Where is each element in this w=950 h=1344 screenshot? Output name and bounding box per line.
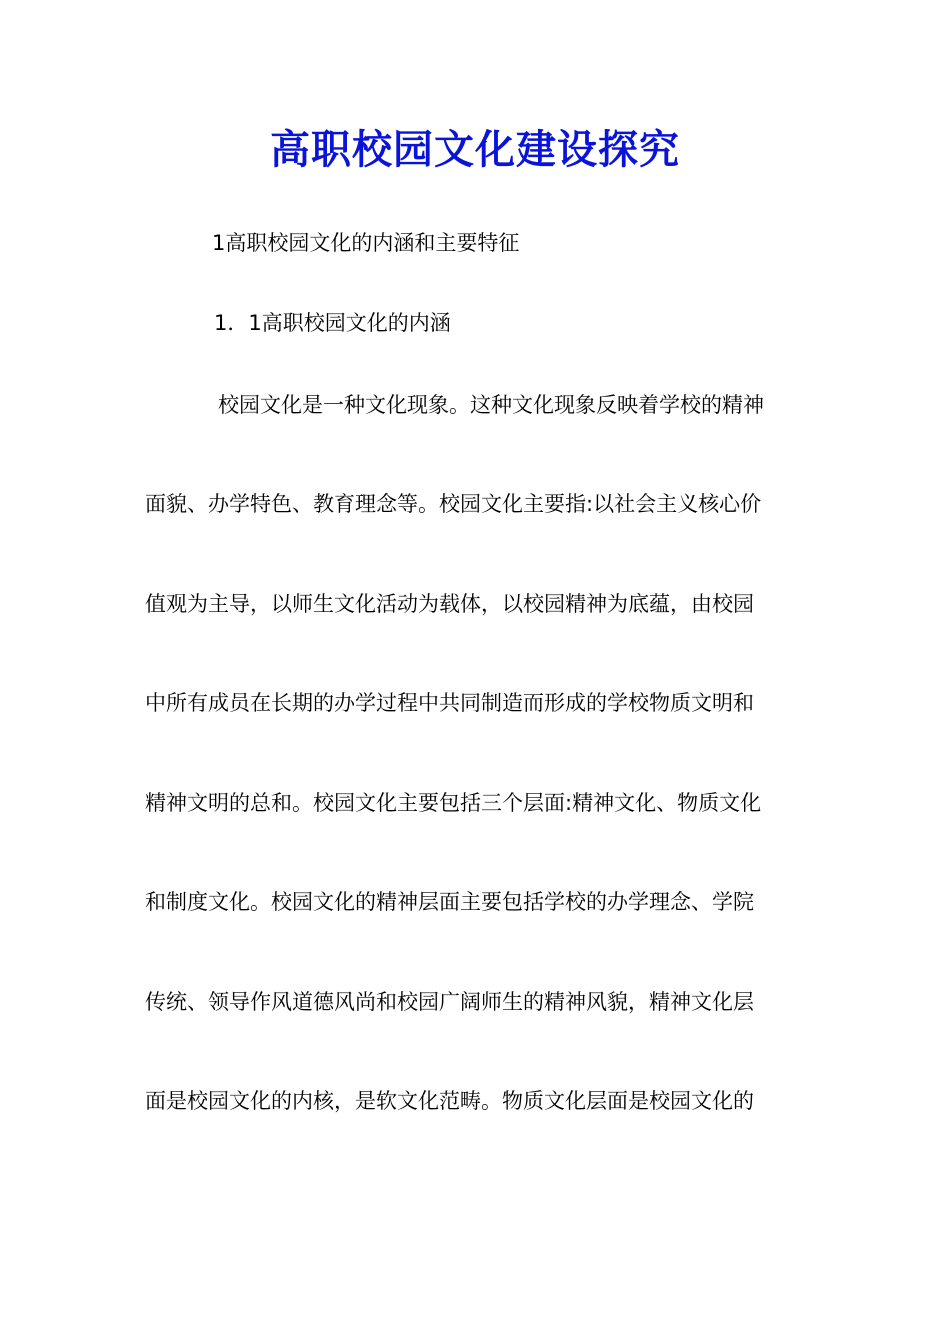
paragraph-line: 面貌、办学特色、教育理念等。校园文化主要指:以社会主义核心价	[145, 492, 762, 516]
document-title: 高职校园文化建设探究	[270, 126, 680, 173]
section-heading-1: 1高职校园文化的内涵和主要特征	[212, 231, 520, 255]
paragraph-line: 传统、领导作风道德风尚和校园广阔师生的精神风貌，精神文化层	[145, 990, 754, 1014]
paragraph-line: 值观为主导，以师生文化活动为载体，以校园精神为底蕴，由校园	[145, 592, 754, 616]
paragraph-line: 精神文明的总和。校园文化主要包括三个层面:精神文化、物质文化	[145, 791, 762, 815]
paragraph-line: 校园文化是一种文化现象。这种文化现象反映着学校的精神	[218, 393, 764, 417]
paragraph-line: 面是校园文化的内核，是软文化范畴。物质文化层面是校园文化的	[145, 1089, 754, 1113]
subsection-heading-1-1: 1．1高职校园文化的内涵	[214, 311, 451, 335]
paragraph-line: 中所有成员在长期的办学过程中共同制造而形成的学校物质文明和	[145, 691, 754, 715]
paragraph-line: 和制度文化。校园文化的精神层面主要包括学校的办学理念、学院	[145, 890, 754, 914]
